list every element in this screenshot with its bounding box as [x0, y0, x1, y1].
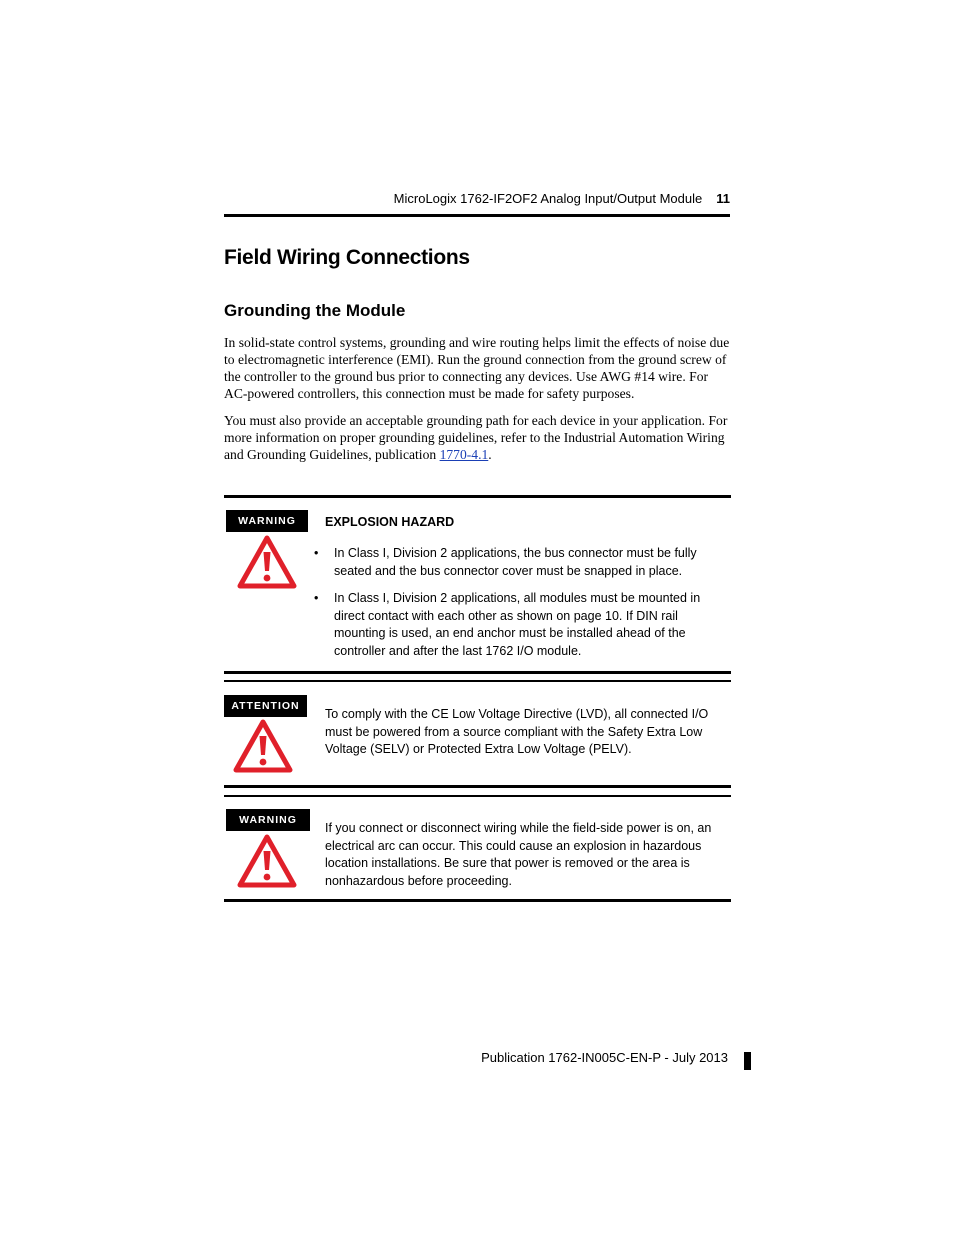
attention-badge: ATTENTION	[224, 695, 307, 717]
grounding-paragraph-2-text: You must also provide an acceptable grounding path for each device in your application. For more information on proper grounding guidelines, refer to the Industrial Automation Wiring and Grounding Guidelines, publication	[224, 413, 728, 462]
warning2-bottom-rule	[224, 899, 731, 902]
warning1-badge: WARNING	[226, 510, 308, 532]
warning1-bottom-rule	[224, 671, 731, 674]
grounding-paragraph-1: In solid-state control systems, grounding and wire routing helps limit the effects of noise due to electromagnetic interference (EMI). Run the ground connection from the ground screw of the controller to the ground bus prior to connecting any devices. Use AWG #14 wire. For AC-powered controllers, this connection must be made for safety purposes.	[224, 335, 730, 401]
list-item	[314, 545, 730, 580]
grounding-paragraph-2-end: .	[488, 447, 492, 462]
list-item	[314, 590, 730, 660]
warning1-bullet-text: In Class I, Division 2 applications, the bus connector must be fully seated and the bus connector cover must be snapped in place.	[334, 546, 697, 578]
publication-footer: Publication 1762-IN005C-EN-P - July 2013	[481, 1050, 728, 1065]
header-rule	[224, 214, 730, 217]
publication-link[interactable]: 1770-4.1	[439, 447, 489, 462]
warning-triangle-icon	[237, 834, 297, 888]
bullet-dot: •	[314, 591, 319, 605]
warning1-bullet-list	[314, 545, 730, 670]
warning2-badge: WARNING	[226, 809, 310, 831]
running-header	[224, 191, 730, 206]
warning2-top-rule	[224, 795, 731, 797]
warning-triangle-icon	[237, 535, 297, 589]
warning1-heading: EXPLOSION HAZARD	[325, 515, 455, 529]
running-header-title: MicroLogix 1762-IF2OF2 Analog Input/Output Module	[393, 191, 703, 206]
warning2-text: If you connect or disconnect wiring while the field-side power is on, an electrical arc can occur. This could cause an explosion in hazardous location installations. Be sure that power is removed or the area is nonhazardous before proceeding.	[325, 821, 712, 888]
section-title: Grounding the Module	[224, 301, 406, 320]
warning-triangle-icon	[233, 719, 293, 773]
warning1-top-rule	[224, 495, 731, 498]
page-edge-marker	[744, 1052, 751, 1070]
page-number: 11	[716, 191, 730, 206]
attention-bottom-rule	[224, 785, 731, 788]
page-title: Field Wiring Connections	[224, 246, 470, 269]
grounding-paragraph-2	[224, 412, 730, 463]
warning1-bullet-text: In Class I, Division 2 applications, all modules must be mounted in direct contact with each other as shown on page 10. If DIN rail mounting is used, an end anchor must be installed ahead of the controller and after the last 1762 I/O module.	[334, 591, 701, 658]
attention-text: To comply with the CE Low Voltage Directive (LVD), all connected I/O must be powered from a source compliant with the Safety Extra Low Voltage (SELV) or Protected Extra Low Voltage (PELV).	[325, 707, 709, 756]
attention-top-rule	[224, 680, 731, 682]
bullet-dot: •	[314, 546, 319, 560]
